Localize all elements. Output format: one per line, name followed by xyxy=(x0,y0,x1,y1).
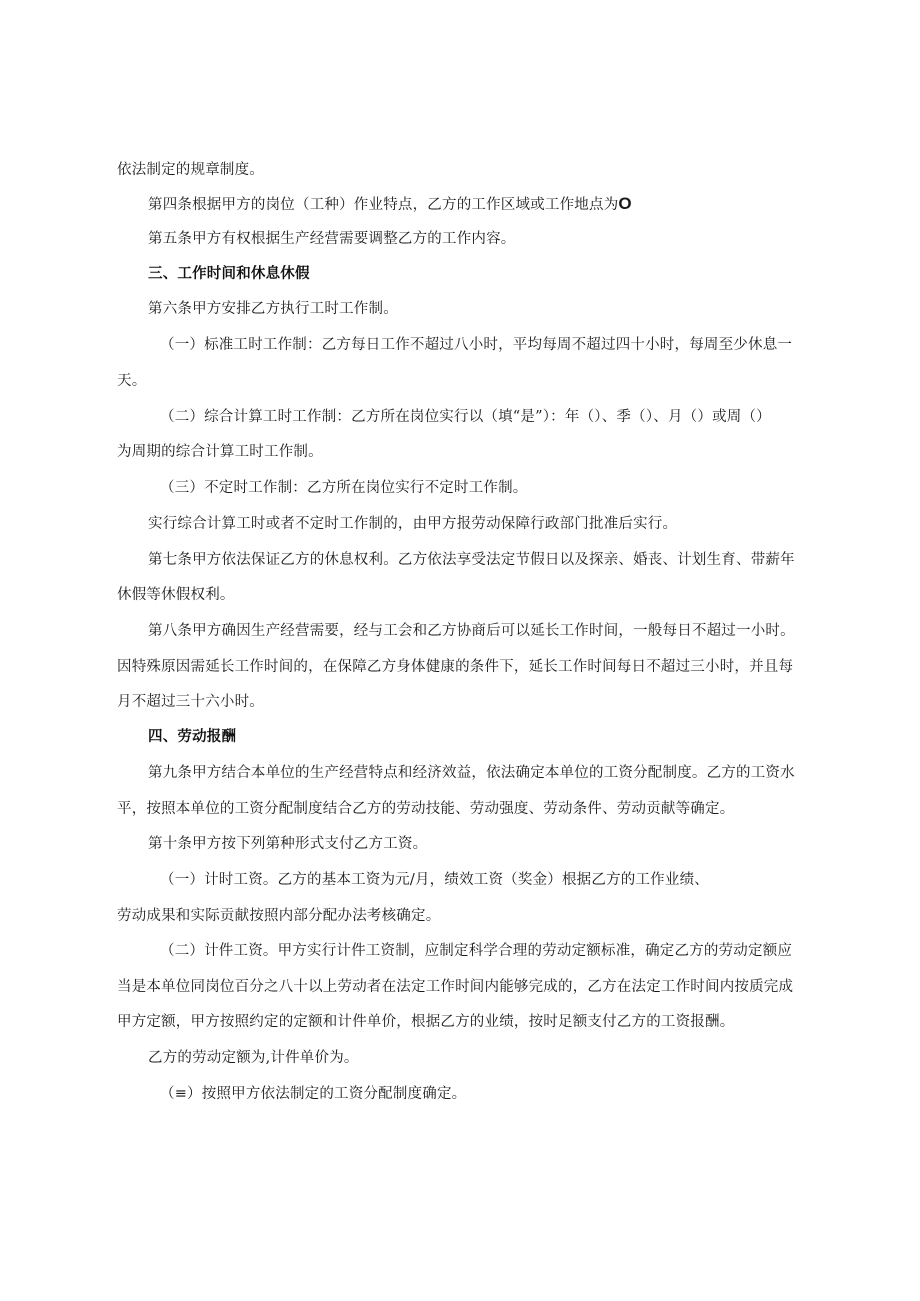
text-segment: O xyxy=(618,194,632,213)
text-line: （二）计件工资。甲方实行计件工资制，应制定科学合理的劳动定额标准，确定乙方的劳动定额应 xyxy=(160,943,793,959)
text-line: （一）计时工资。乙方的基本工资为元/月，绩效工资（奖金）根据乙方的工作业绩、 xyxy=(160,872,709,888)
text-line: 平，按照本单位的工资分配制度结合乙方的劳动技能、劳动强度、劳动条件、劳动贡献等确定。 xyxy=(117,801,735,817)
text-line: （三）不定时工作制：乙方所在岗位实行不定时工作制。 xyxy=(160,480,528,496)
text-line: 第七条甲方依法保证乙方的休息权利。乙方依法享受法定节假日以及探亲、婚丧、计划生育、带薪年 xyxy=(148,552,795,568)
text-line: （一）标准工时工作制：乙方每日工作不超过八小时，平均每周不超过四十小时，每周至少休息一 xyxy=(160,337,793,353)
text-line: 第九条甲方结合本单位的生产经营特点和经济效益，依法确定本单位的工资分配制度。乙方的工资水 xyxy=(148,765,795,781)
text-line: 依法制定的规章制度。 xyxy=(117,162,264,178)
text-line: 乙方的劳动定额为,计件单价为。 xyxy=(148,1050,359,1066)
section-heading: 三、工作时间和休息休假 xyxy=(148,266,310,282)
text-line: （≡）按照甲方依法制定的工资分配制度确定。 xyxy=(160,1086,467,1102)
section-heading: 四、劳动报酬 xyxy=(148,729,237,745)
text-line: 第六条甲方安排乙方执行工时工作制。 xyxy=(148,301,398,317)
text-line: 劳动成果和实际贡献按照内部分配办法考核确定。 xyxy=(117,908,441,924)
text-line: 月不超过三十六小时。 xyxy=(117,694,264,710)
text-line: 甲方定额，甲方按照约定的定额和计件单价，根据乙方的业绩，按时足额支付乙方的工资报酬。 xyxy=(117,1014,735,1030)
text-line: 天。 xyxy=(117,373,147,389)
text-line: （二）综合计算工时工作制：乙方所在岗位实行以（填“是”）：年（）、季（）、月（）或周（） xyxy=(160,409,771,425)
text-segment: 第四条根据甲方的岗位（工种）作业特点，乙方的工作区域或工作地点为 xyxy=(148,197,619,213)
text-line xyxy=(148,194,632,215)
text-line: 第五条甲方有权根据生产经营需要调整乙方的工作内容。 xyxy=(148,231,516,247)
text-line: 休假等休假权利。 xyxy=(117,587,235,603)
text-line: 为周期的综合计算工时工作制。 xyxy=(117,444,323,460)
text-line: 因特殊原因需延长工作时间的，在保障乙方身体健康的条件下，延长工作时间每日不超过三小时，并且每 xyxy=(117,659,794,675)
text-line: 第八条甲方确因生产经营需要，经与工会和乙方协商后可以延长工作时间，一般每日不超过一小时。 xyxy=(148,623,795,639)
text-line: 当是本单位同岗位百分之八十以上劳动者在法定工作时间内能够完成的，乙方在法定工作时间内按质完成 xyxy=(117,979,794,995)
text-line: 实行综合计算工时或者不定时工作制的，由甲方报劳动保障行政部门批准后实行。 xyxy=(148,516,678,532)
text-line: 第十条甲方按下列第种形式支付乙方工资。 xyxy=(148,836,428,852)
